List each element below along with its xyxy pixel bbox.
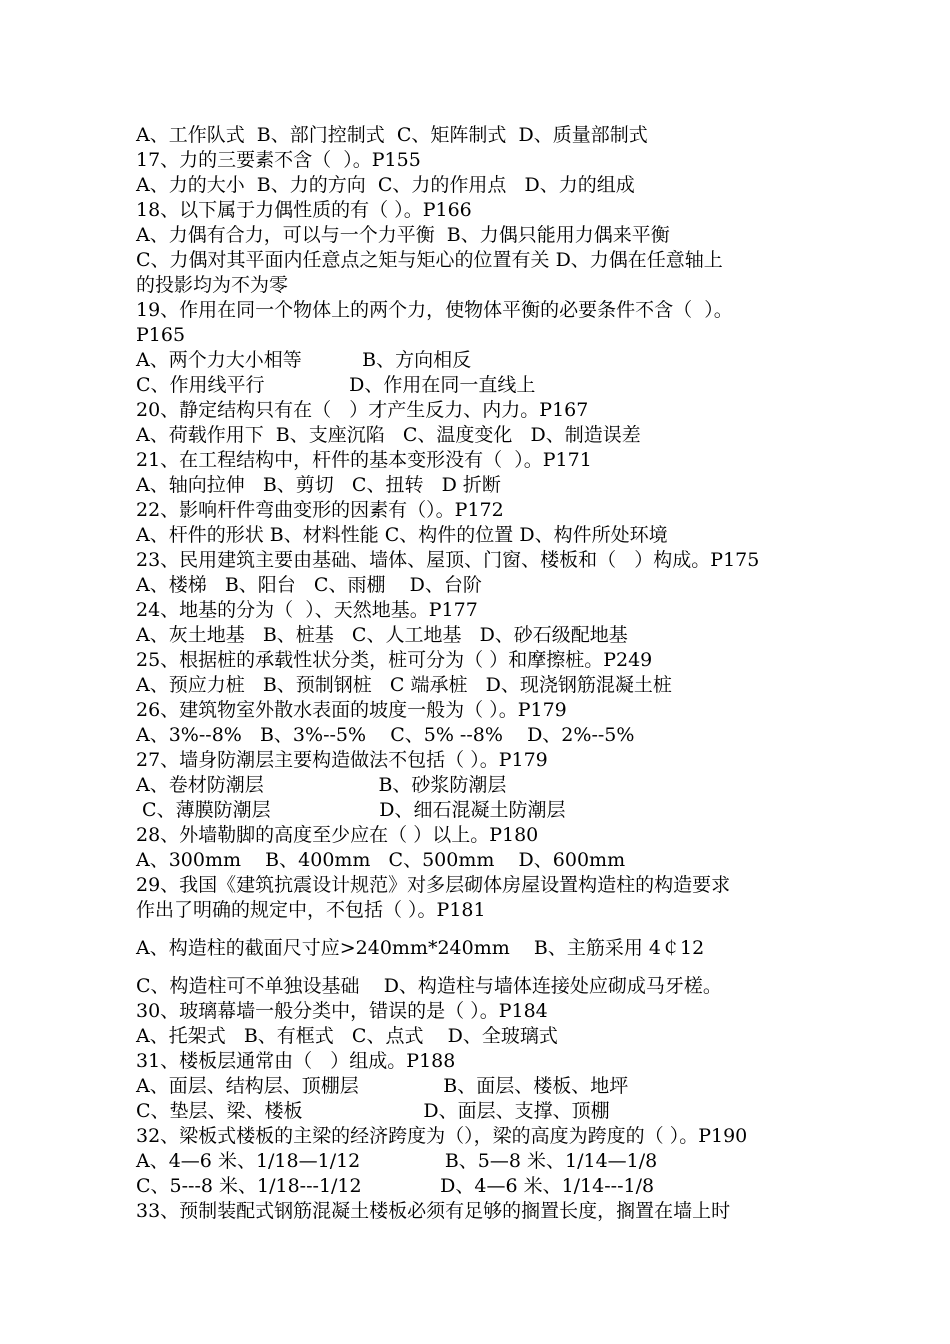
question-27: 27、墙身防潮层主要构造做法不包括（ ）。P179	[136, 749, 548, 771]
text-line: A、工作队式 B、部门控制式 C、矩阵制式 D、质量部制式	[136, 124, 648, 146]
question-24: 24、地基的分为（ ）、天然地基。P177	[136, 599, 478, 621]
question-31-options: A、面层、结构层、顶棚层 B、面层、楼板、地坪	[136, 1075, 629, 1097]
question-29-options: A、构造柱的截面尺寸应>240mm*240mm B、主筋采用 4￠12	[136, 937, 705, 959]
question-19-options: C、作用线平行 D、作用在同一直线上	[136, 374, 536, 396]
question-32: 32、梁板式楼板的主梁的经济跨度为（），梁的高度为跨度的（ ）。P190	[136, 1125, 748, 1147]
question-32-options: C、5---8 米、1/18---1/12 D、4—6 米、1/14---1/8	[136, 1175, 655, 1197]
question-32-options: A、4—6 米、1/18—1/12 B、5—8 米、1/14—1/8	[136, 1150, 658, 1172]
question-21: 21、在工程结构中，杆件的基本变形没有（ ）。P171	[136, 449, 592, 471]
question-28: 28、外墙勒脚的高度至少应在（ ）以上。P180	[136, 824, 539, 846]
question-22: 22、影响杆件弯曲变形的因素有（）。P172	[136, 499, 504, 521]
question-29: 29、我国《建筑抗震设计规范》对多层砌体房屋设置构造柱的构造要求	[136, 874, 731, 896]
question-26: 26、建筑物室外散水表面的坡度一般为（ ）。P179	[136, 699, 567, 721]
document-body	[136, 123, 836, 1224]
question-31-options: C、垫层、梁、楼板 D、面层、支撑、顶棚	[136, 1100, 610, 1122]
question-30-options: A、托架式 B、有框式 C、点式 D、全玻璃式	[136, 1025, 558, 1047]
question-19: P165	[136, 324, 186, 346]
question-18: 18、以下属于力偶性质的有（ ）。P166	[136, 199, 472, 221]
question-20: 20、静定结构只有在（ ）才产生反力、内力。P167	[136, 399, 589, 421]
question-19: 19、作用在同一个物体上的两个力，使物体平衡的必要条件不含（ ）。	[136, 299, 733, 321]
question-21-options: A、轴向拉伸 B、剪切 C、扭转 D 折断	[136, 474, 501, 496]
question-24-options: A、灰土地基 B、桩基 C、人工地基 D、砂石级配地基	[136, 624, 628, 646]
question-29-options: C、构造柱可不单独设基础 D、构造柱与墙体连接处应砌成马牙槎。	[136, 975, 722, 997]
question-17-options: A、力的大小 B、力的方向 C、力的作用点 D、力的组成	[136, 174, 635, 196]
question-20-options: A、荷载作用下 B、支座沉陷 C、温度变化 D、制造误差	[136, 424, 641, 446]
question-22-options: A、杆件的形状 B、材料性能 C、构件的位置 D、构件所处环境	[136, 524, 668, 546]
question-25-options: A、预应力桩 B、预制钢桩 C 端承桩 D、现浇钢筋混凝土桩	[136, 674, 672, 696]
question-26-options: A、3%--8% B、3%--5% C、5% --8% D、2%--5%	[136, 724, 635, 746]
question-28-options: A、300mm B、400mm C、500mm D、600mm	[136, 849, 626, 871]
question-17: 17、力的三要素不含（ ）。P155	[136, 149, 421, 171]
question-19-options: A、两个力大小相等 B、方向相反	[136, 349, 472, 371]
question-18-options: A、力偶有合力，可以与一个力平衡 B、力偶只能用力偶来平衡	[136, 224, 670, 246]
question-18-options: 的投影均为不为零	[136, 274, 289, 296]
question-29: 作出了明确的规定中，不包括（ ）。P181	[136, 899, 486, 921]
question-27-options: C、薄膜防潮层 D、细石混凝土防潮层	[136, 799, 566, 821]
question-23-options: A、楼梯 B、阳台 C、雨棚 D、台阶	[136, 574, 482, 596]
question-23: 23、民用建筑主要由基础、墙体、屋顶、门窗、楼板和（ ）构成。P175	[136, 549, 760, 571]
question-30: 30、玻璃幕墙一般分类中，错误的是（ ）。P184	[136, 1000, 548, 1022]
question-27-options: A、卷材防潮层 B、砂浆防潮层	[136, 774, 507, 796]
question-25: 25、根据桩的承载性状分类，桩可分为（ ）和摩擦桩。P249	[136, 649, 653, 671]
question-18-options: C、力偶对其平面内任意点之矩与矩心的位置有关 D、力偶在任意轴上	[136, 249, 723, 271]
question-31: 31、楼板层通常由（ ）组成。P188	[136, 1050, 456, 1072]
question-33: 33、预制装配式钢筋混凝土楼板必须有足够的搁置长度，搁置在墙上时	[136, 1200, 731, 1222]
